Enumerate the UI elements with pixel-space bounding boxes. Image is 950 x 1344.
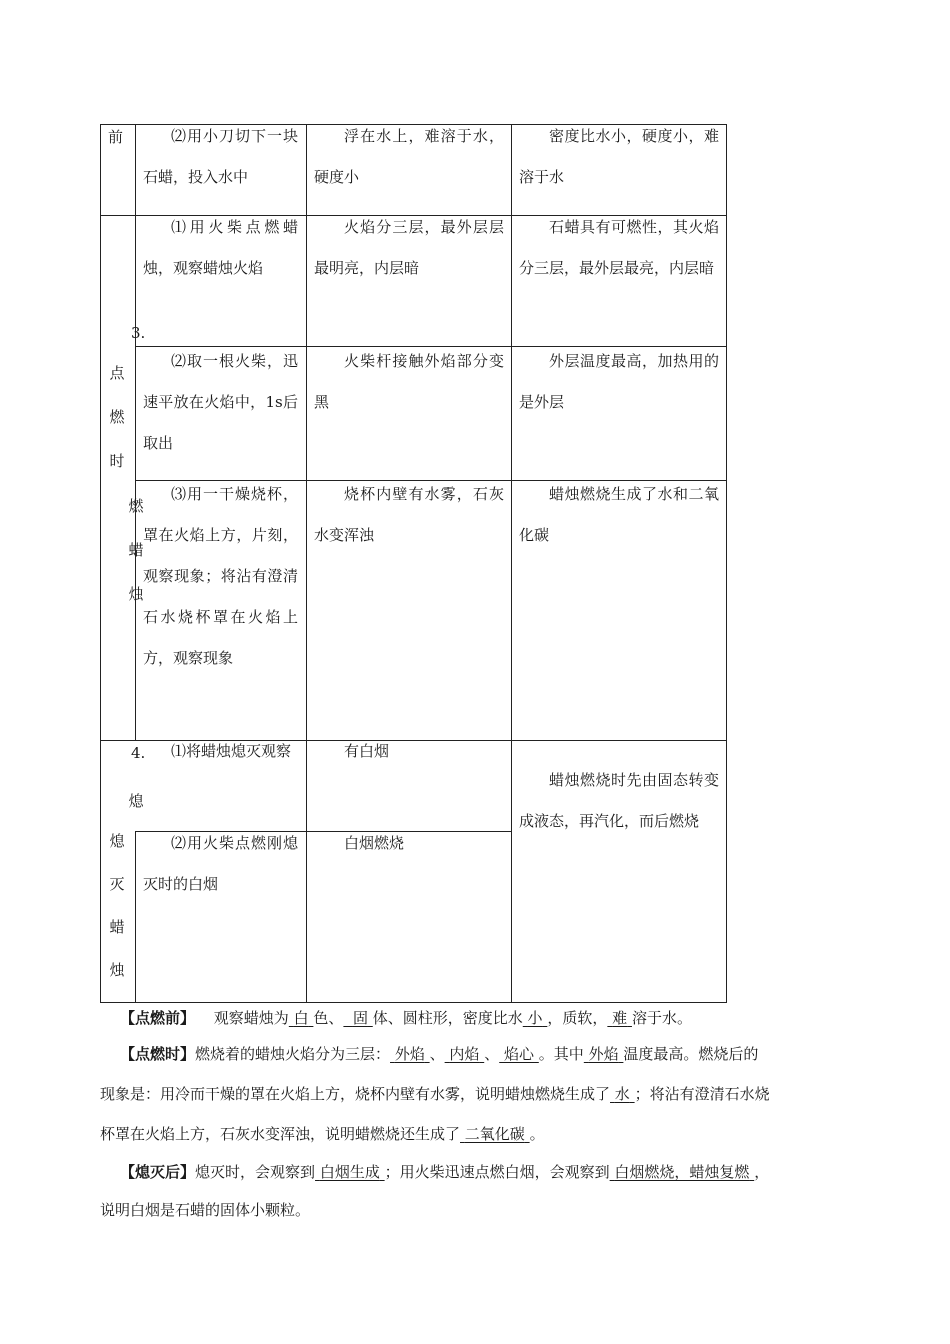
label-dianranqian: 【点燃前】 xyxy=(120,1009,196,1027)
row-qian-observation: 浮在水上，难溶于水，硬度小 xyxy=(314,127,504,186)
blank-white-smoke: 白烟生成 xyxy=(319,1163,380,1181)
row-dianran-3-operation: ⑶用一干燥烧杯，罩在火焰上方，片刻，观察现象；将沾有澄清石水烧杯罩在火焰上方，观察现象 xyxy=(143,485,298,667)
row-qian-operation: ⑵用小刀切下一块石蜡，投入水中 xyxy=(143,127,298,186)
blank-water: 水 xyxy=(614,1085,630,1103)
summary-dianranshi: 【点燃时】燃烧着的蜡烛火焰分为三层： 外焰 、 内焰 、 焰心 。其中 外焰 温度最高。燃烧后的 xyxy=(120,1045,759,1063)
table-border-right xyxy=(726,124,727,1003)
blank-flame-core: 焰心 xyxy=(504,1045,535,1063)
row-qian-conclusion: 密度比水小，硬度小，难溶于水 xyxy=(519,127,719,186)
table-divider-concl xyxy=(511,124,512,1003)
row-ximie-conclusion: 蜡烛燃烧时先由固态转变成液态，再汽化，而后燃烧 xyxy=(519,771,719,830)
blank-reignite: 白烟燃烧，蜡烛复燃 xyxy=(614,1163,750,1181)
row-sublabel-randlazhu: 燃 蜡 烛 xyxy=(128,497,144,603)
summary-line-4: 杯罩在火焰上方，石灰水变浑浊，说明蜡燃烧还生成了 二氧化碳 。 xyxy=(100,1125,545,1143)
row-ximie-1-operation: ⑴将蜡烛熄灭观察 xyxy=(171,742,292,760)
row-ximie-1-observation: 有白烟 xyxy=(344,742,390,760)
row-dianran-3-observation: 烧杯内壁有水雾，石灰水变浑浊 xyxy=(314,485,504,544)
label-dianranshi: 【点燃时】 xyxy=(120,1045,196,1063)
blank-state: 固 xyxy=(352,1009,368,1027)
table-divider-op-lower xyxy=(135,831,136,1003)
summary-line-6: 说明白烟是石蜡的固体小颗粒。 xyxy=(100,1201,311,1219)
row-label-dianran: 点 燃 时 xyxy=(109,364,125,470)
label-ximiehou: 【熄灭后】 xyxy=(120,1163,196,1181)
blank-solubility: 难 xyxy=(612,1009,628,1027)
row-label-qian: 前 xyxy=(108,128,124,146)
row-dianran-2-conclusion: 外层温度最高，加热用的是外层 xyxy=(519,352,719,411)
table-divider-op xyxy=(135,124,136,741)
row-dianran-number: 3. xyxy=(131,324,146,342)
blank-inner-flame: 内焰 xyxy=(449,1045,480,1063)
blank-outer-flame: 外焰 xyxy=(394,1045,425,1063)
blank-co2: 二氧化碳 xyxy=(464,1125,525,1143)
row-ximie-2-operation: ⑵用火柴点燃刚熄灭时的白烟 xyxy=(143,834,298,893)
summary-dianranqian: 【点燃前】 观察蜡烛为 白 色、 固 体、圆柱形，密度比水 小 ，质软， 难 溶于水。 xyxy=(120,1009,692,1027)
row-ximie-2-observation: 白烟燃烧 xyxy=(344,834,405,852)
table-divider-obs xyxy=(306,124,307,1003)
summary-line-3: 现象是：用冷而干燥的罩在火焰上方，烧杯内壁有水雾，说明蜡烛燃烧生成了 水 ；将沾有澄清石水烧 xyxy=(100,1085,770,1103)
blank-density: 小 xyxy=(527,1009,543,1027)
row-dianran-1-operation: ⑴用火柴点燃蜡烛，观察蜡烛火焰 xyxy=(143,218,298,277)
table-border-bottom xyxy=(100,1002,727,1003)
row-ximie-number: 4. xyxy=(131,744,146,762)
blank-color: 白 xyxy=(293,1009,309,1027)
blank-hottest: 外焰 xyxy=(588,1045,619,1063)
row-dianran-1-observation: 火焰分三层，最外层层最明亮，内层暗 xyxy=(314,218,504,277)
row-dianran-1-conclusion: 石蜡具有可燃性，其火焰分三层，最外层最亮，内层暗 xyxy=(519,218,719,277)
table-border-left xyxy=(100,124,101,1003)
row-label-xi: 熄 xyxy=(128,792,144,810)
row-dianran-2-operation: ⑵取一根火柴，迅速平放在火焰中，1s后取出 xyxy=(143,352,298,452)
row-label-ximie: 熄 灭 蜡 烛 xyxy=(109,832,125,979)
row-dianran-2-observation: 火柴杆接触外焰部分变黑 xyxy=(314,352,504,411)
row-dianran-3-conclusion: 蜡烛燃烧生成了水和二氧化碳 xyxy=(519,485,719,544)
summary-ximiehou: 【熄灭后】熄灭时，会观察到 白烟生成 ；用火柴迅速点燃白烟，会观察到 白烟燃烧，蜡烛复燃 ， xyxy=(120,1163,770,1181)
